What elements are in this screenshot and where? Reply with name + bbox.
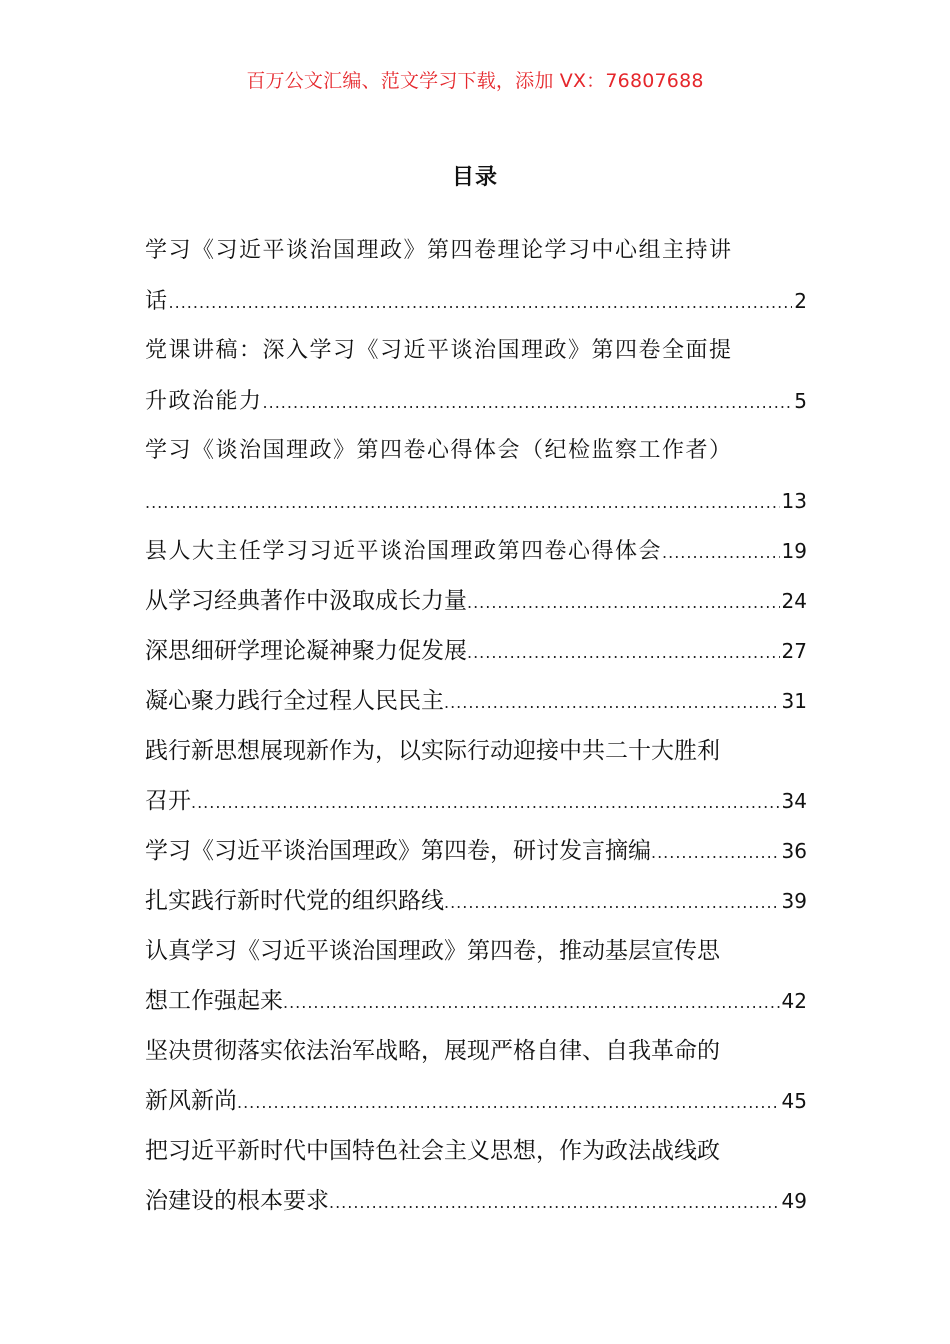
toc-entry[interactable]	[145, 726, 807, 826]
toc-title: 目录	[451, 165, 498, 190]
dot-leader	[329, 1178, 780, 1228]
dot-leader	[444, 678, 780, 728]
toc-entry-text: 践行新思想展现新作为，以实际行动迎接中共二十大胜利	[145, 738, 720, 764]
toc-page-number: 42	[781, 989, 807, 1013]
toc-entry-text: 坚决贯彻落实依法治军战略，展现严格自律、自我革命的	[145, 1038, 720, 1064]
toc-page-number: 45	[781, 1089, 807, 1113]
dot-leader	[651, 828, 780, 878]
toc-page-number: 5	[794, 389, 807, 413]
toc-entry-text: 学习《谈治国理政》第四卷心得体会（纪检监察工作者）	[145, 438, 733, 463]
toc-entry-text: 治建设的根本要求	[145, 1188, 329, 1214]
toc-entry-text: 深思细研学理论凝神聚力促发展	[145, 638, 467, 664]
toc-entry-text: 把习近平新时代中国特色社会主义思想，作为政法战线政	[145, 1138, 720, 1164]
toc-page-number: 39	[781, 889, 807, 913]
dot-leader	[263, 378, 793, 428]
toc-page-number: 34	[781, 789, 807, 813]
toc-page-number: 24	[781, 589, 807, 613]
toc-page-number: 36	[781, 839, 807, 863]
toc-entry[interactable]	[145, 876, 807, 926]
toc-entry[interactable]	[145, 676, 807, 726]
toc-entry[interactable]	[145, 226, 807, 326]
toc-entry-text: 学习《习近平谈治国理政》第四卷理论学习中心组主持讲	[145, 238, 733, 263]
toc-entry[interactable]	[145, 526, 807, 576]
toc-entry[interactable]	[145, 326, 807, 426]
dot-leader	[191, 778, 780, 828]
toc-entry-text: 县人大主任学习习近平谈治国理政第四卷心得体会	[145, 539, 663, 564]
toc-entry-text: 话	[145, 289, 169, 314]
dot-leader	[145, 478, 780, 528]
toc-entry-text: 凝心聚力践行全过程人民民主	[145, 688, 444, 714]
toc-entry-text: 学习《习近平谈治国理政》第四卷，研讨发言摘编	[145, 838, 651, 864]
toc-page-number: 13	[781, 489, 807, 513]
toc-entry-text: 认真学习《习近平谈治国理政》第四卷，推动基层宣传思	[145, 938, 720, 964]
dot-leader	[283, 978, 780, 1028]
toc-entry[interactable]	[145, 426, 807, 526]
toc-entry[interactable]	[145, 626, 807, 676]
toc-entry-text: 从学习经典著作中汲取成长力量	[145, 588, 467, 614]
header-banner: 百万公文汇编、范文学习下载，添加 VX：76807688	[246, 70, 704, 92]
dot-leader	[237, 1078, 780, 1128]
toc-page-number: 49	[781, 1189, 807, 1213]
toc-page-number: 2	[794, 289, 807, 313]
toc-entry[interactable]	[145, 1126, 807, 1226]
toc-entry[interactable]	[145, 826, 807, 876]
toc-entry-text: 党课讲稿：深入学习《习近平谈治国理政》第四卷全面提	[145, 338, 733, 363]
dot-leader	[169, 278, 793, 328]
toc-entry-text: 召开	[145, 788, 191, 814]
toc-entry-text: 扎实践行新时代党的组织路线	[145, 888, 444, 914]
toc-page-number: 27	[781, 639, 807, 663]
toc-page-number: 31	[781, 689, 807, 713]
toc-entry[interactable]	[145, 1026, 807, 1126]
toc-page-number: 19	[781, 539, 807, 563]
dot-leader	[467, 578, 780, 628]
dot-leader	[662, 528, 780, 578]
toc-entry[interactable]	[145, 926, 807, 1026]
toc-entry-text: 新风新尚	[145, 1088, 237, 1114]
dot-leader	[467, 628, 780, 678]
toc-entry-text: 升政治能力	[145, 389, 263, 414]
toc-entry-text: 想工作强起来	[145, 988, 283, 1014]
toc-entry[interactable]	[145, 576, 807, 626]
table-of-contents	[145, 226, 807, 1226]
dot-leader	[444, 878, 780, 928]
